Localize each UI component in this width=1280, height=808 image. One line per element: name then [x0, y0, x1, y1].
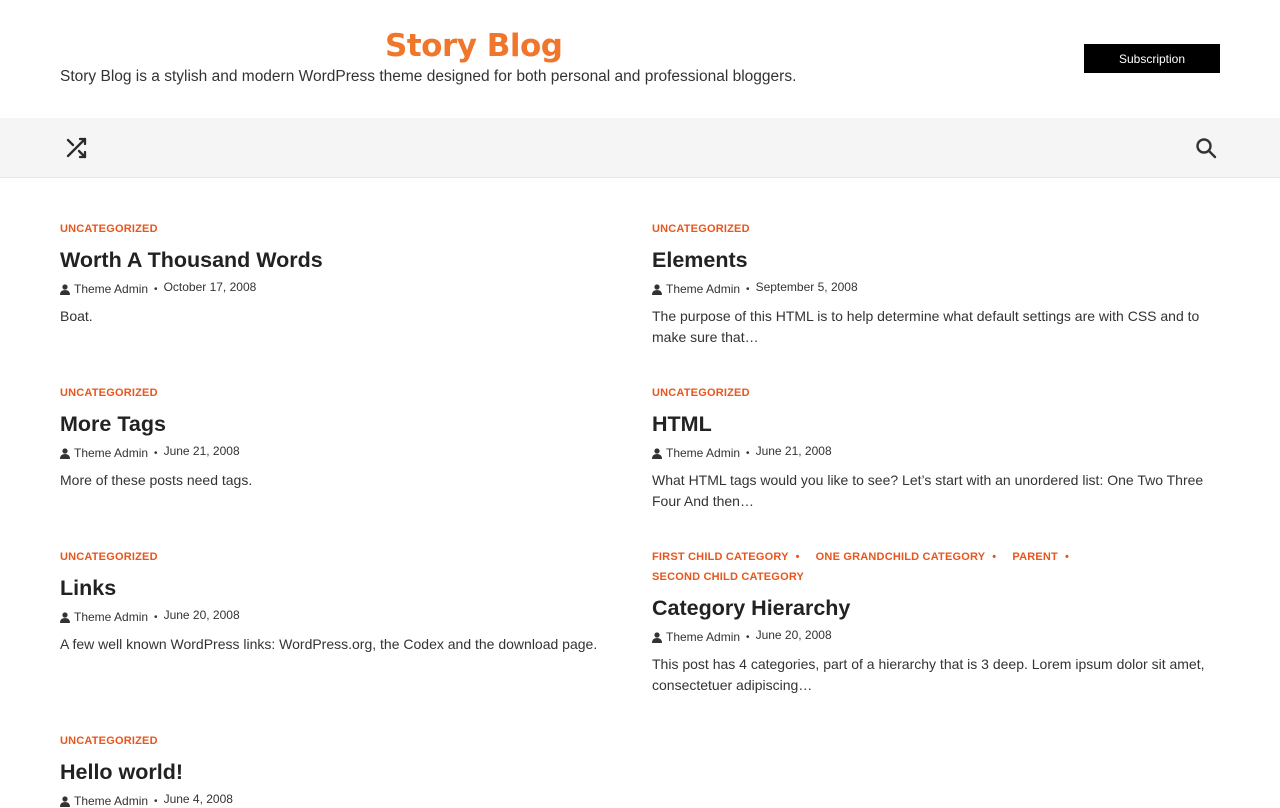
post-excerpt: This post has 4 categories, part of a hierarchy that is 3 deep. Lorem ipsum dolor sit amet, consectetuer adipiscing… — [652, 656, 1205, 693]
user-icon — [652, 284, 662, 295]
user-icon — [60, 284, 70, 295]
site-header — [0, 0, 1280, 118]
post-categories — [60, 549, 630, 566]
nav-bar — [0, 118, 1280, 178]
subscription-button[interactable]: Subscription — [1084, 44, 1220, 73]
meta-separator: • — [746, 283, 750, 295]
meta-separator: • — [154, 611, 158, 623]
category-link[interactable]: UNCATEGORIZED — [60, 387, 158, 399]
post-title[interactable]: Worth A Thousand Words — [60, 248, 323, 272]
post-excerpt: The purpose of this HTML is to help determine what default settings are with CSS and to make sure that… — [652, 308, 1200, 345]
post-categories — [652, 221, 1222, 238]
post-categories — [60, 733, 630, 750]
post-categories — [60, 221, 630, 238]
category-link[interactable]: UNCATEGORIZED — [60, 735, 158, 747]
post-date[interactable]: June 21, 2008 — [755, 444, 832, 458]
site-logo[interactable]: Story Blog — [385, 28, 563, 64]
post-author[interactable]: Theme Admin — [666, 282, 741, 296]
post-author[interactable]: Theme Admin — [666, 446, 741, 460]
search-icon[interactable] — [1194, 136, 1218, 160]
post-date[interactable]: June 20, 2008 — [755, 628, 832, 642]
post-card — [60, 385, 630, 491]
post-title[interactable]: Hello world! — [60, 760, 184, 784]
user-icon — [652, 448, 662, 459]
post-date[interactable]: June 4, 2008 — [163, 792, 233, 806]
meta-separator: • — [746, 631, 750, 643]
user-icon — [652, 632, 662, 643]
post-title[interactable]: More Tags — [60, 412, 166, 436]
post-meta — [652, 282, 1222, 296]
post-author[interactable]: Theme Admin — [666, 630, 741, 644]
post-title[interactable]: Elements — [652, 248, 748, 272]
meta-separator: • — [746, 447, 750, 459]
post-author[interactable]: Theme Admin — [74, 610, 149, 624]
post-categories — [652, 385, 1222, 402]
meta-separator: • — [154, 795, 158, 807]
post-author[interactable]: Theme Admin — [74, 282, 149, 296]
post-excerpt: What HTML tags would you like to see? Let’s start with an unordered list: One Two Three Four And then… — [652, 472, 1204, 509]
post-meta — [60, 794, 630, 808]
post-meta — [652, 630, 1222, 644]
site-tagline: Story Blog is a stylish and modern WordPress theme designed for both personal and professional bloggers. — [60, 68, 797, 85]
post-card — [60, 221, 630, 327]
category-link[interactable]: SECOND CHILD CATEGORY — [652, 571, 805, 583]
post-card — [652, 549, 1222, 696]
post-title[interactable]: HTML — [652, 412, 712, 436]
post-date[interactable]: October 17, 2008 — [163, 280, 257, 294]
category-link[interactable]: PARENT • — [1012, 549, 1075, 566]
category-link[interactable]: UNCATEGORIZED — [60, 223, 158, 235]
post-author[interactable]: Theme Admin — [74, 446, 149, 460]
post-meta — [60, 446, 630, 460]
post-excerpt: Boat. — [60, 308, 93, 324]
user-icon — [60, 612, 70, 623]
post-meta — [60, 282, 630, 296]
post-meta — [652, 446, 1222, 460]
category-link[interactable]: FIRST CHILD CATEGORY • — [652, 549, 806, 566]
category-link[interactable]: ONE GRANDCHILD CATEGORY • — [816, 549, 1003, 566]
category-link[interactable]: UNCATEGORIZED — [652, 387, 750, 399]
category-separator: • — [795, 551, 800, 563]
category-link[interactable]: UNCATEGORIZED — [60, 551, 158, 563]
post-title[interactable]: Links — [60, 576, 117, 600]
post-excerpt: A few well known WordPress links: WordPress.org, the Codex and the download page. — [60, 636, 598, 652]
meta-separator: • — [154, 283, 158, 295]
post-card — [60, 549, 630, 655]
post-card — [652, 385, 1222, 512]
post-card — [60, 733, 630, 808]
post-date[interactable]: September 5, 2008 — [755, 280, 858, 294]
post-date[interactable]: June 21, 2008 — [163, 444, 240, 458]
category-link[interactable]: UNCATEGORIZED — [652, 223, 750, 235]
post-categories — [60, 385, 630, 402]
post-categories — [652, 549, 1222, 586]
shuffle-icon[interactable] — [64, 136, 88, 160]
post-excerpt: More of these posts need tags. — [60, 472, 253, 488]
user-icon — [60, 448, 70, 459]
category-separator: • — [992, 551, 997, 563]
post-meta — [60, 610, 630, 624]
post-author[interactable]: Theme Admin — [74, 794, 149, 808]
post-title[interactable]: Category Hierarchy — [652, 596, 851, 620]
post-date[interactable]: June 20, 2008 — [163, 608, 240, 622]
post-card — [652, 221, 1222, 348]
category-separator: • — [1064, 551, 1070, 563]
user-icon — [60, 796, 70, 807]
meta-separator: • — [154, 447, 158, 459]
